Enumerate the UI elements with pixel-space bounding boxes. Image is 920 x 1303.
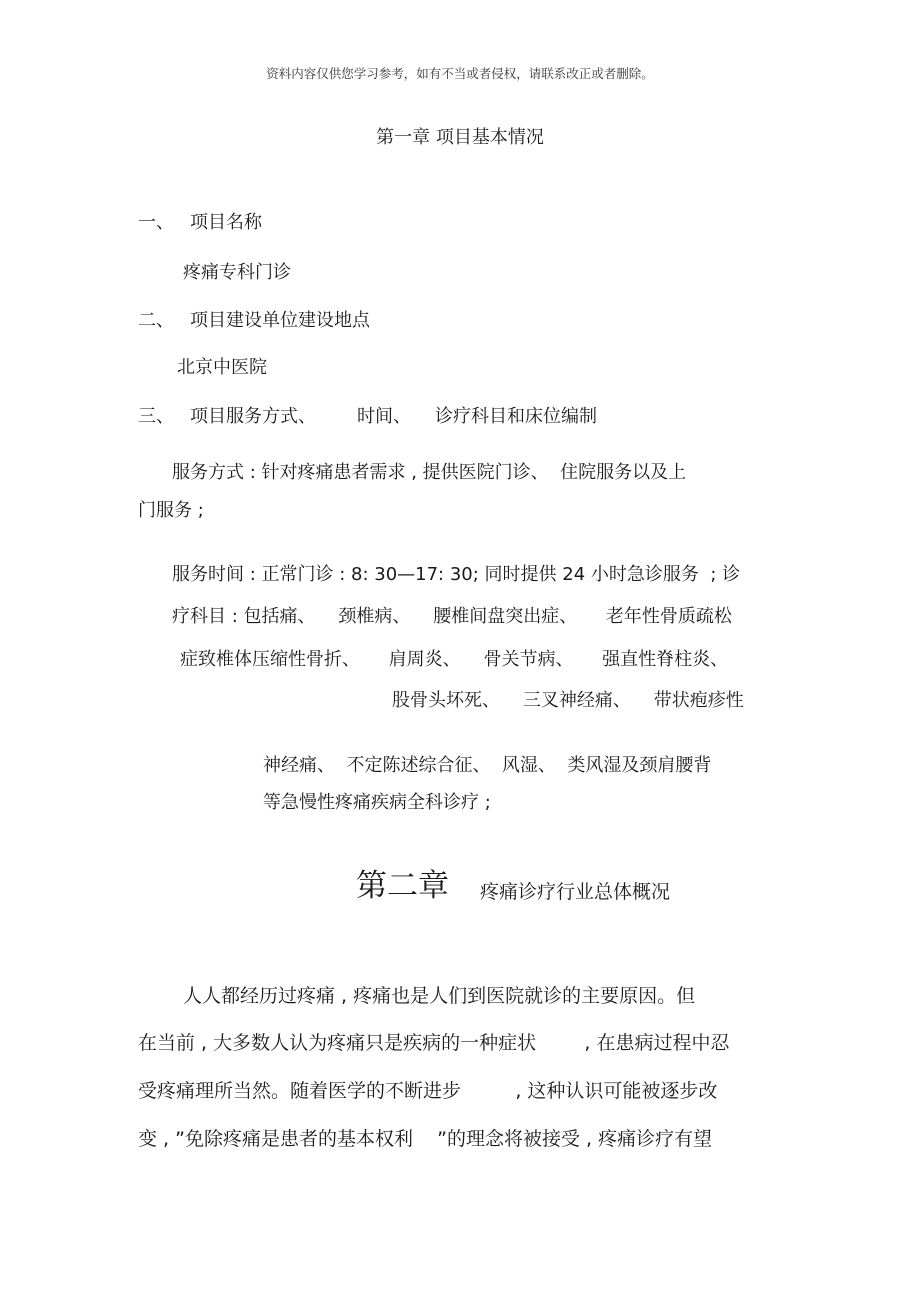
service-line-6: 股骨头坏死、 三叉神经痛、 带状疱疹性 [392, 690, 744, 711]
paragraph-line-4: 变 , ”免除疼痛是患者的基本权利 ”的理念将被接受 , 疼痛诊疗有望 [138, 1128, 713, 1150]
service-line-8: 等急慢性疼痛疾病全科诊疗 ; [263, 792, 491, 813]
chapter2-label: 第二章 [356, 868, 449, 904]
chapter2-title: 疼痛诊疗行业总体概况 [480, 881, 671, 903]
section3-heading-part2: 时间、 [357, 406, 411, 427]
service-line-3: 服务时间 : 正常门诊 : 8: 30—17: 30; 同时提供 24 小时急诊服务 ; 诊 [172, 564, 741, 585]
service-line-4: 疗科目 : 包括痛、 颈椎病、 腰椎间盘突出症、 老年性骨质疏松 [172, 606, 732, 627]
section1-number: 一、 [138, 212, 174, 233]
chapter1-title: 第一章 项目基本情况 [376, 127, 544, 148]
section3-heading-part1: 项目服务方式、 [190, 406, 316, 427]
section2-content: 北京中医院 [177, 357, 267, 378]
paragraph-line-1: 人人都经历过疼痛 , 疼痛也是人们到医院就诊的主要原因。但 [183, 985, 696, 1007]
section3-number: 三、 [138, 406, 174, 427]
section1-heading: 项目名称 [190, 212, 262, 233]
section2-heading: 项目建设单位建设地点 [190, 310, 370, 331]
section2-number: 二、 [138, 310, 174, 331]
section1-content: 疼痛专科门诊 [183, 262, 291, 283]
paragraph-line-2: 在当前 , 大多数人认为疼痛只是疾病的一种症状 , 在患病过程中忍 [138, 1032, 730, 1054]
service-line-1: 服务方式 : 针对疼痛患者需求 , 提供医院门诊、 住院服务以及上 [172, 462, 687, 483]
service-line-7: 神经痛、 不定陈述综合征、 风湿、 类风湿及颈肩腰背 [263, 755, 712, 776]
service-line-2: 门服务 ; [138, 500, 204, 521]
service-line-5: 症致椎体压缩性骨折、 肩周炎、 骨关节病、 强直性脊柱炎、 [180, 649, 729, 670]
paragraph-line-3: 受疼痛理所当然。随着医学的不断进步 , 这种认识可能被逐步改 [138, 1080, 718, 1102]
disclaimer-notice: 资料内容仅供您学习参考，如有不当或者侵权，请联系改正或者删除。 [266, 66, 654, 81]
section3-heading-part3: 诊疗科目和床位编制 [435, 406, 597, 427]
